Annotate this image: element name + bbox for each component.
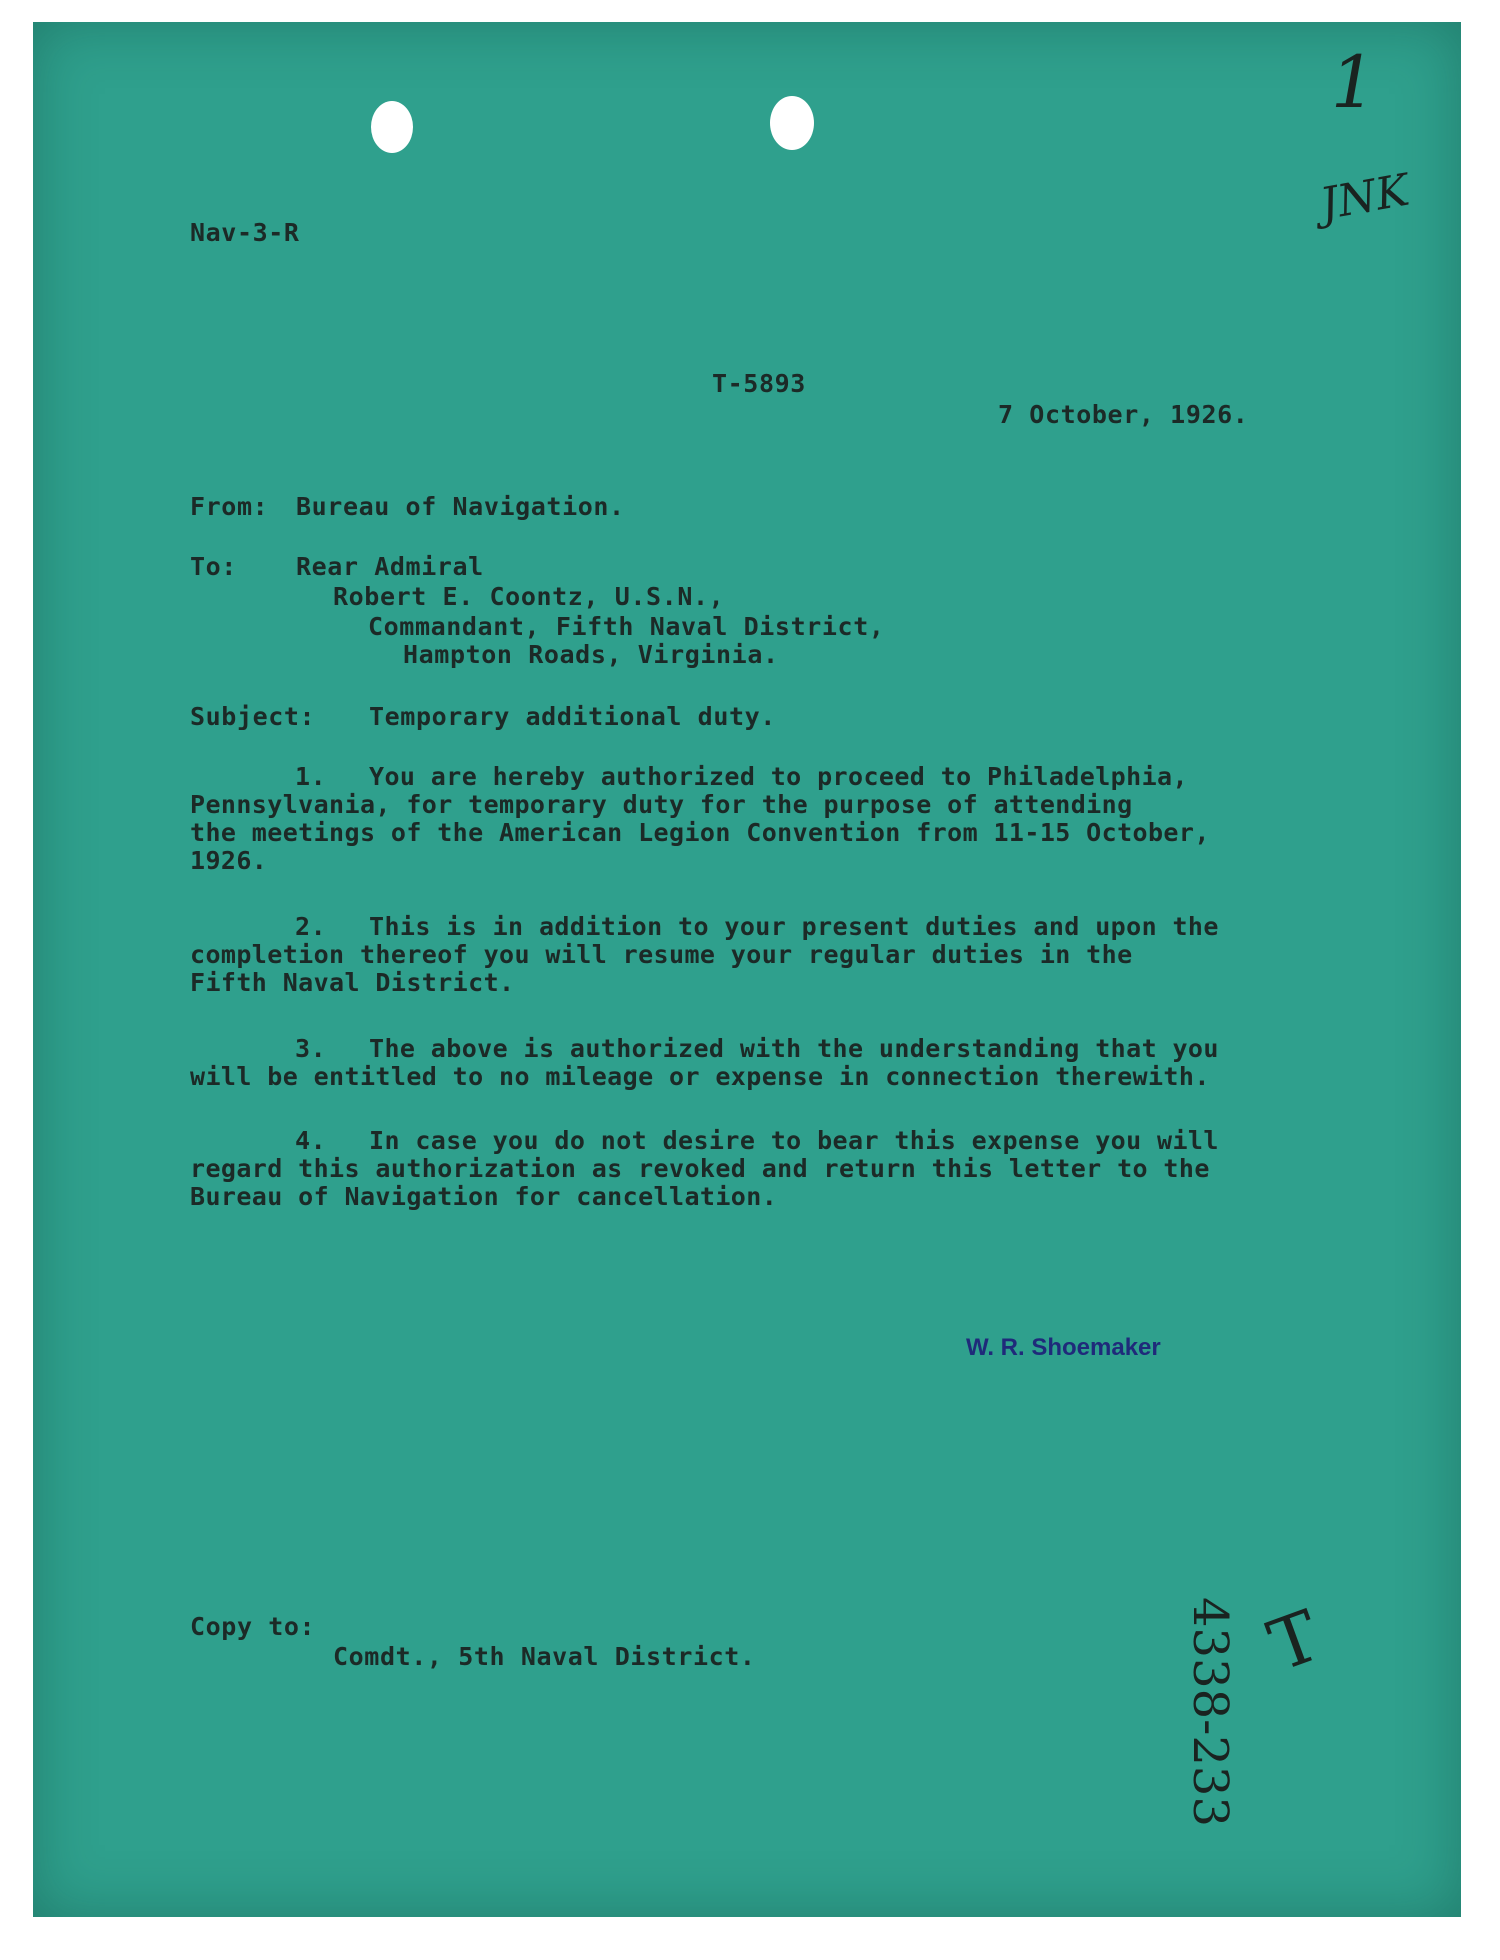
paragraph-number: 2.	[295, 912, 327, 941]
paragraph-number: 4.	[295, 1126, 327, 1155]
copy-value: Comdt., 5th Naval District.	[333, 1642, 756, 1671]
paragraph-line: Fifth Naval District.	[190, 968, 515, 997]
letter-sheet	[33, 22, 1461, 1917]
copy-label: Copy to:	[190, 1612, 316, 1641]
form-number: Nav-3-R	[190, 218, 300, 247]
paragraph-line: You are hereby authorized to proceed to Philadelphia,	[369, 762, 1188, 791]
paragraph-line: will be entitled to no mileage or expense in connection therewith.	[190, 1062, 1210, 1091]
letter-date: 7 October, 1926.	[998, 400, 1249, 429]
paragraph-line: In case you do not desire to bear this expense you will	[369, 1126, 1219, 1155]
signature-stamp: W. R. Shoemaker	[966, 1334, 1161, 1361]
paragraph-line: Pennsylvania, for temporary duty for the purpose of attending	[190, 790, 1133, 819]
subject-value: Temporary additional duty.	[369, 702, 776, 731]
handwritten-initials: JNK	[1316, 164, 1413, 231]
to-line: Robert E. Coontz, U.S.N.,	[333, 582, 725, 611]
punch-hole-right	[770, 96, 814, 150]
paragraph-line: completion thereof you will resume your regular duties in the	[190, 940, 1133, 969]
paragraph-line: This is in addition to your present duties and upon the	[369, 912, 1219, 941]
paragraph-line: Bureau of Navigation for cancellation.	[190, 1182, 778, 1211]
file-number: T-5893	[712, 369, 806, 398]
paragraph-line: the meetings of the American Legion Convention from 11-15 October,	[190, 818, 1210, 847]
from-label: From:	[190, 492, 269, 521]
from-value: Bureau of Navigation.	[296, 492, 625, 521]
subject-label: Subject:	[190, 702, 316, 731]
paragraph-line: 1926.	[190, 846, 268, 875]
to-line: Rear Admiral	[296, 552, 484, 581]
to-label: To:	[190, 552, 237, 581]
paragraph-line: The above is authorized with the understanding that you	[369, 1034, 1219, 1063]
paragraph-line: regard this authorization as revoked and return this letter to the	[190, 1154, 1210, 1183]
handwritten-margin-mark: T	[1258, 1594, 1331, 1688]
paragraph-number: 1.	[295, 762, 327, 791]
handwritten-file-reference: 4338-233	[1182, 1597, 1238, 1827]
punch-hole-left	[371, 101, 413, 153]
to-line: Commandant, Fifth Naval District,	[368, 612, 885, 641]
to-line: Hampton Roads, Virginia.	[403, 640, 779, 669]
paragraph-number: 3.	[295, 1034, 327, 1063]
handwritten-page-number: 1	[1322, 40, 1384, 124]
